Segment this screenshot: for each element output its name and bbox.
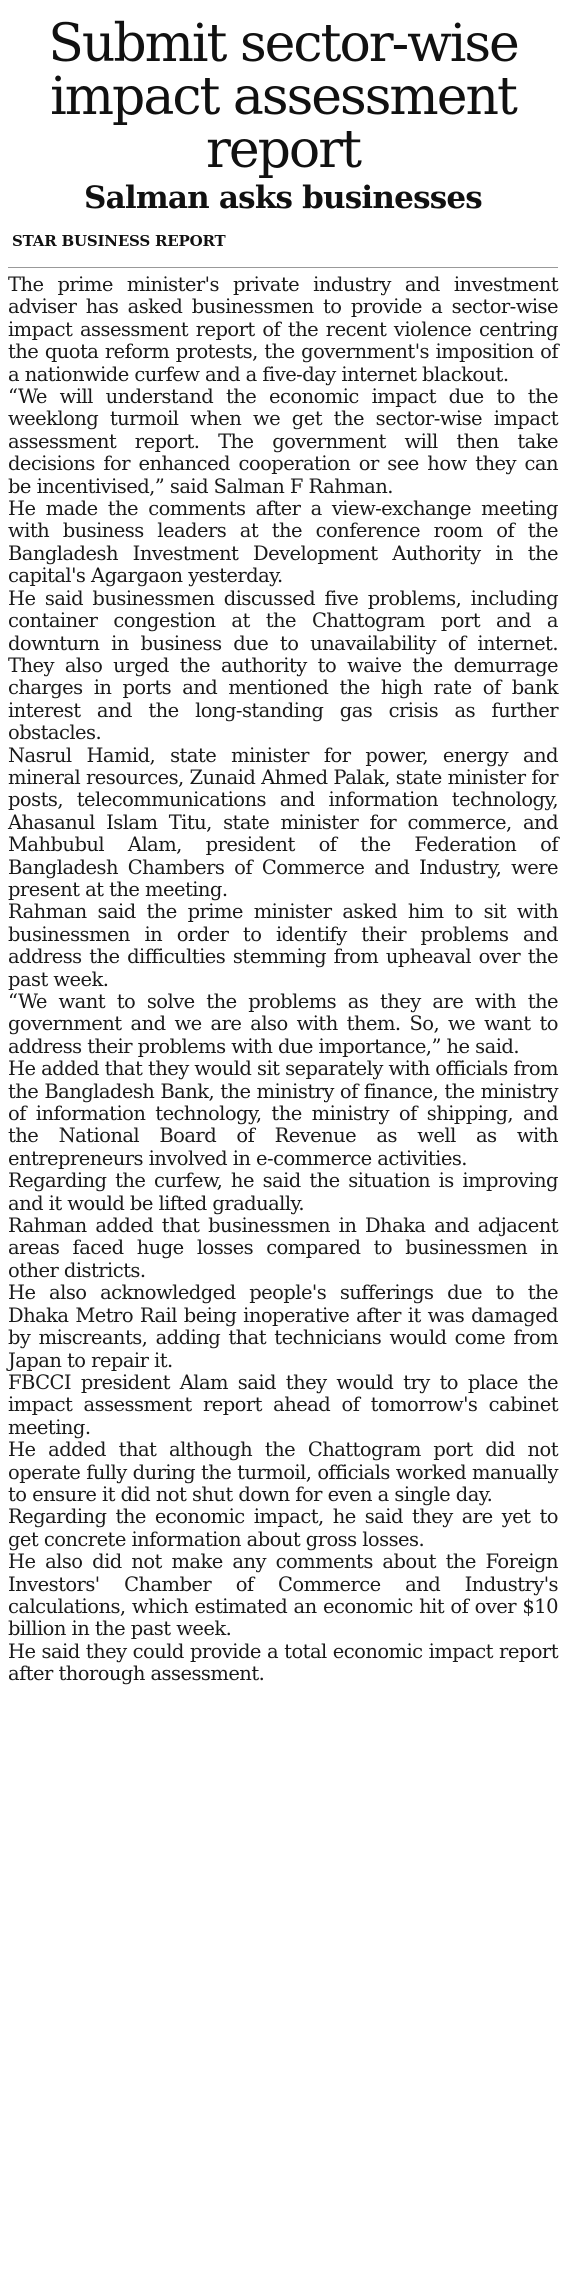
article-byline: STAR BUSINESS REPORT <box>12 232 226 250</box>
article-headline: Submit sector-wise impact assessment report <box>48 14 518 180</box>
article-paragraph: Regarding the economic impact, he said they are yet to get concrete information about gross losses. <box>8 1505 558 1551</box>
article-paragraph: Nasrul Hamid, state minister for power, energy and mineral resources, Zunaid Ahmed Palak, state minister for posts, telecommunications and information technology, Ahasanul Islam Titu, state minister for commerce, and Mahbubul Alam, president of the Federation of Bangladesh Chambers of Commerce and Industry, were present at the meeting. <box>8 743 558 901</box>
article-paragraph: “We will understand the economic impact due to the weeklong turmoil when we get the sector-wise impact assessment report. The government will then take decisions for enhanced cooperation or see how they can be incentivised,” said Salman F Rahman. <box>8 385 558 498</box>
article-paragraph: Rahman added that businessmen in Dhaka and adjacent areas faced huge losses compared to businessmen in other districts. <box>8 1214 558 1282</box>
article-paragraph: He added that although the Chattogram port did not operate fully during the turmoil, officials worked manually to ensure it did not shut down for even a single day. <box>8 1438 558 1506</box>
article-paragraph: He added that they would sit separately with officials from the Bangladesh Bank, the ministry of finance, the ministry of information technology, the ministry of shipping, and the National Board of Revenue as well as with entrepreneurs involved in e-commerce activities. <box>8 1057 558 1170</box>
article-paragraph: “We want to solve the problems as they are with the government and we are also with them. So, we want to address their problems with due importance,” he said. <box>8 990 558 1058</box>
news-article <box>8 14 558 1686</box>
article-paragraph: He also acknowledged people's sufferings due to the Dhaka Metro Rail being inoperative after it was damaged by miscreants, adding that technicians would come from Japan to repair it. <box>8 1281 558 1372</box>
article-paragraph: Rahman said the prime minister asked him to sit with businessmen in order to identify their problems and address the difficulties stemming from upheaval over the past week. <box>8 900 558 991</box>
article-body <box>8 267 558 1686</box>
article-paragraph: FBCCI president Alam said they would try to place the impact assessment report ahead of tomorrow's cabinet meeting. <box>8 1370 558 1439</box>
article-paragraph: He made the comments after a view-exchange meeting with business leaders at the conference room of the Bangladesh Investment Development Authority in the capital's Agargaon yesterday. <box>8 497 558 588</box>
article-paragraph: The prime minister's private industry and investment adviser has asked businessmen to provide a sector-wise impact assessment report of the recent violence centring the quota reform protests, the government's imposition of a nationwide curfew and a five-day internet blackout. <box>8 273 558 386</box>
article-paragraph: Regarding the curfew, he said the situation is improving and it would be lifted gradually. <box>8 1169 558 1215</box>
article-paragraph: He said they could provide a total economic impact report after thorough assessment. <box>8 1639 558 1686</box>
article-paragraph: He also did not make any comments about the Foreign Investors' Chamber of Commerce and Industry's calculations, which estimated an economic hit of over $10 billion in the past week. <box>8 1550 558 1641</box>
article-paragraph: He said businessmen discussed five problems, including container congestion at the Chattogram port and a downturn in business due to unavailability of internet. They also urged the authority to waive the demurrage charges in ports and mentioned the high rate of bank interest and the long-standing gas crisis as further obstacles. <box>8 586 558 745</box>
article-subheadline: Salman asks businesses <box>84 180 482 216</box>
